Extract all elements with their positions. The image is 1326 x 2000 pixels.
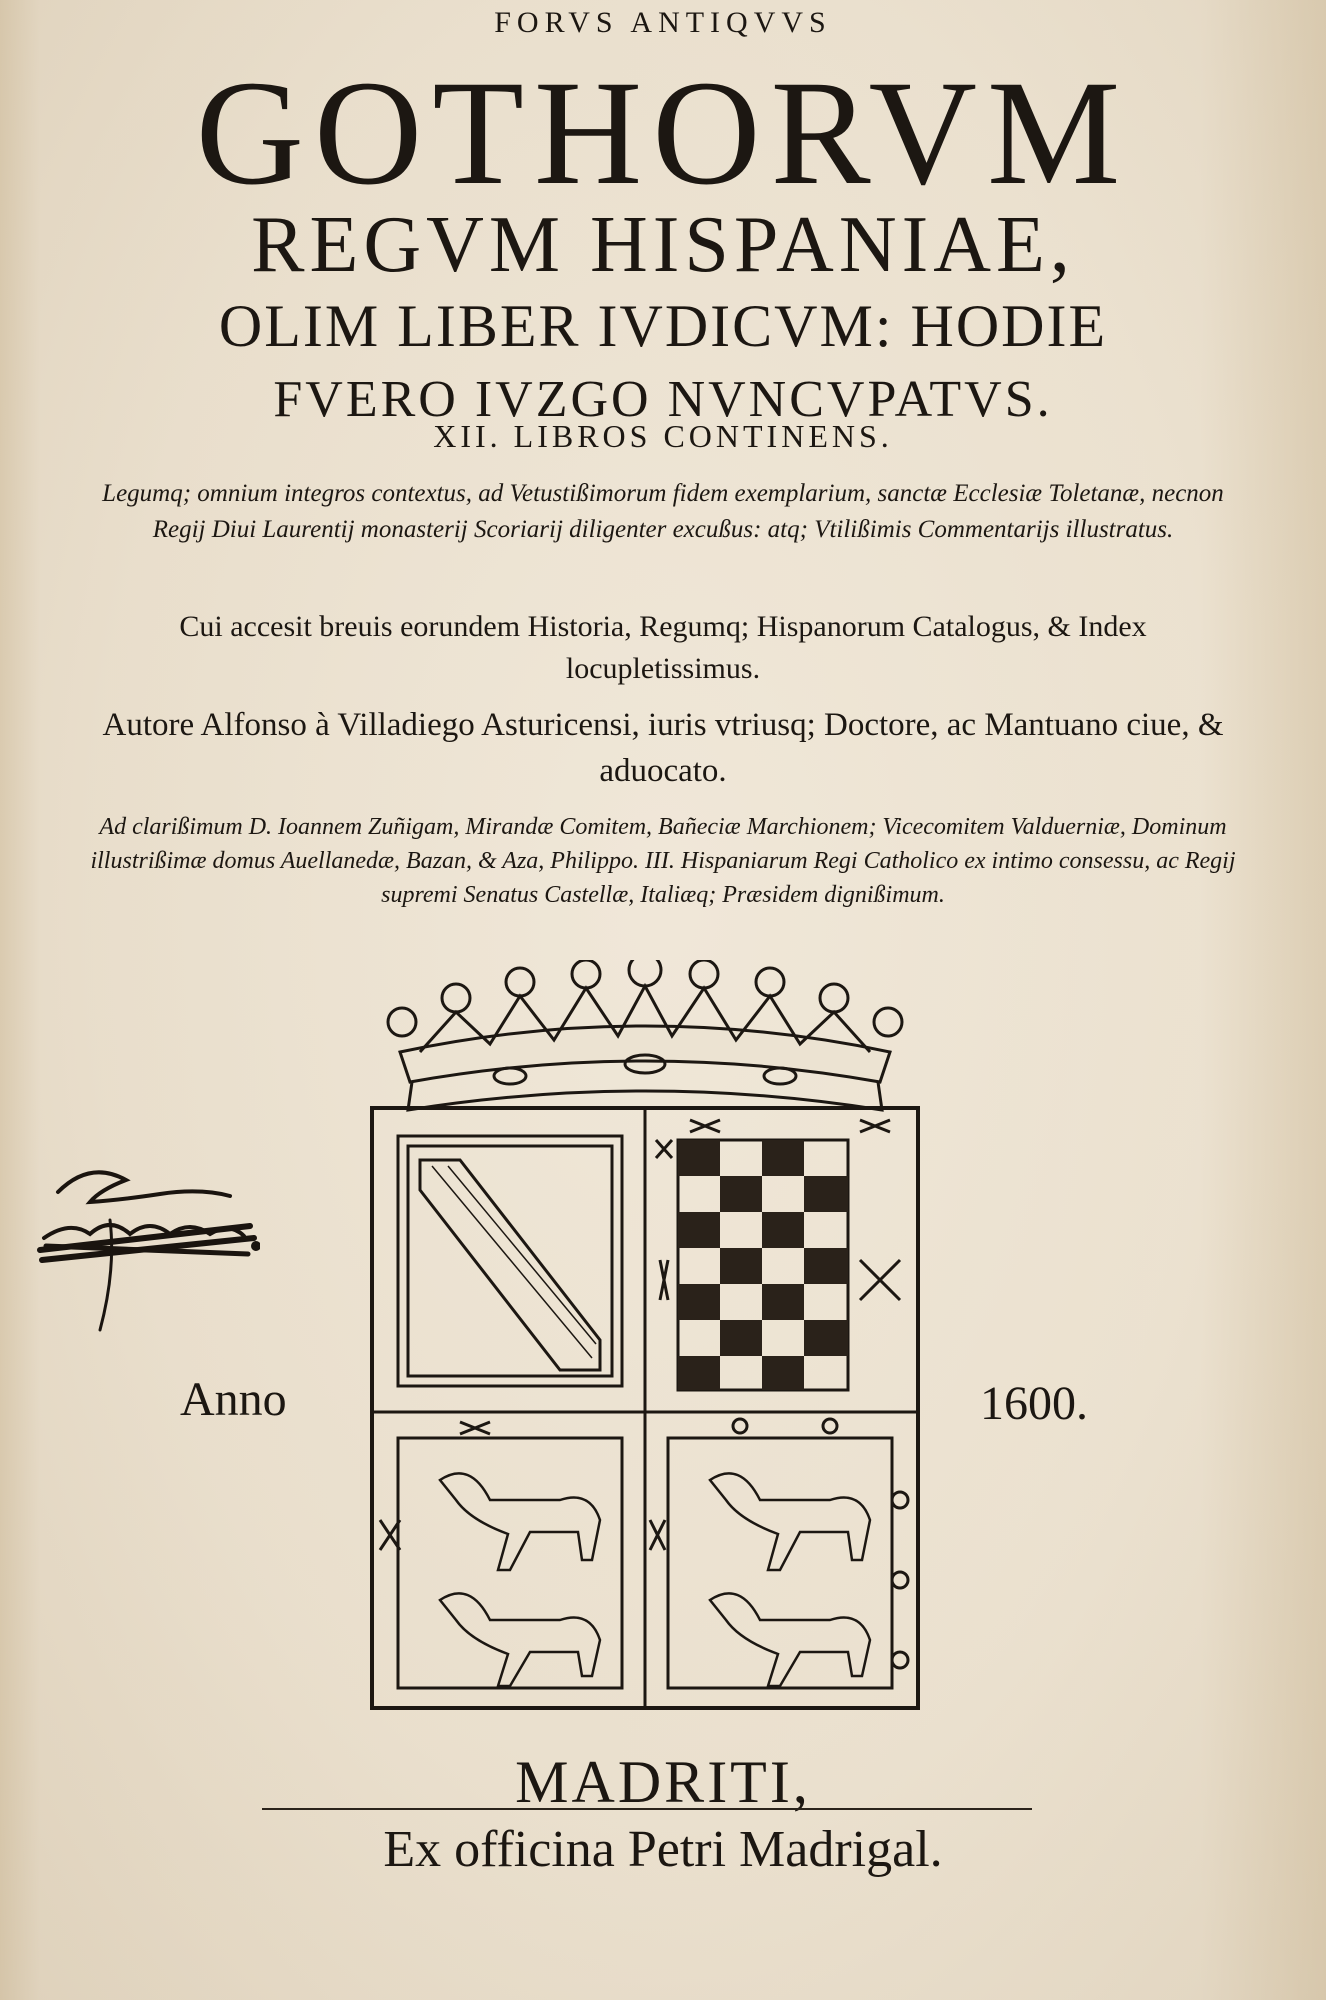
printer-line: Ex officina Petri Madrigal. — [383, 1821, 943, 1878]
dedication-paragraph: Ad clarißimum D. Ioannem Zuñigam, Mirandæ Comitem, Bañeciæ Marchionem; Vicecomitem Valduerniæ, Dominum illustrißimæ domus Auellanedæ, Bazan, & Aza, Philippo. III. Hispaniarum Regi Catholico ex intimo consessu, ac Regij supremi Senatus Castellæ, Italiæq; Præsidem dignißimum. — [90, 814, 1236, 908]
title-line-4: FVERO IVZGO NVNCVPATVS. — [273, 371, 1053, 428]
place-of-publication: MADRITI, — [515, 1749, 811, 1815]
title-line-3: OLIM LIBER IVDICVM: HODIE — [218, 293, 1108, 359]
legumq-paragraph: Legumq; omnium integros contextus, ad Vetustißimorum fidem exemplarium, sanctæ Ecclesiæ Toletanæ, necnon Regij Diui Laurentij monasterij Scoriarij diligenter excußus: atq; Vtilißimis Commentarijs illustratus. — [102, 480, 1224, 543]
title-line-5: XII. LIBROS CONTINENS. — [433, 418, 893, 454]
coat-of-arms-woodcut — [360, 960, 930, 1720]
divider-rule — [262, 1808, 1032, 1810]
title-line-2: REGVM HISPANIAE, — [251, 201, 1075, 289]
cui-paragraph: Cui accesit breuis eorundem Historia, Regumq; Hispanorum Catalogus, & Index locupletissimus. — [179, 610, 1147, 685]
autore-paragraph: Autore Alfonso à Villadiego Asturicensi, iuris vtriusq; Doctore, ac Mantuano ciue, & aduocato. — [102, 707, 1224, 789]
title-line-1: GOTHORVM — [195, 50, 1131, 216]
handwritten-signature — [30, 1150, 260, 1340]
crown-icon — [388, 960, 902, 1110]
top-line: FORVS ANTIQVVS — [494, 6, 832, 39]
anno-label: Anno — [180, 1373, 287, 1426]
year: 1600. — [980, 1377, 1088, 1430]
